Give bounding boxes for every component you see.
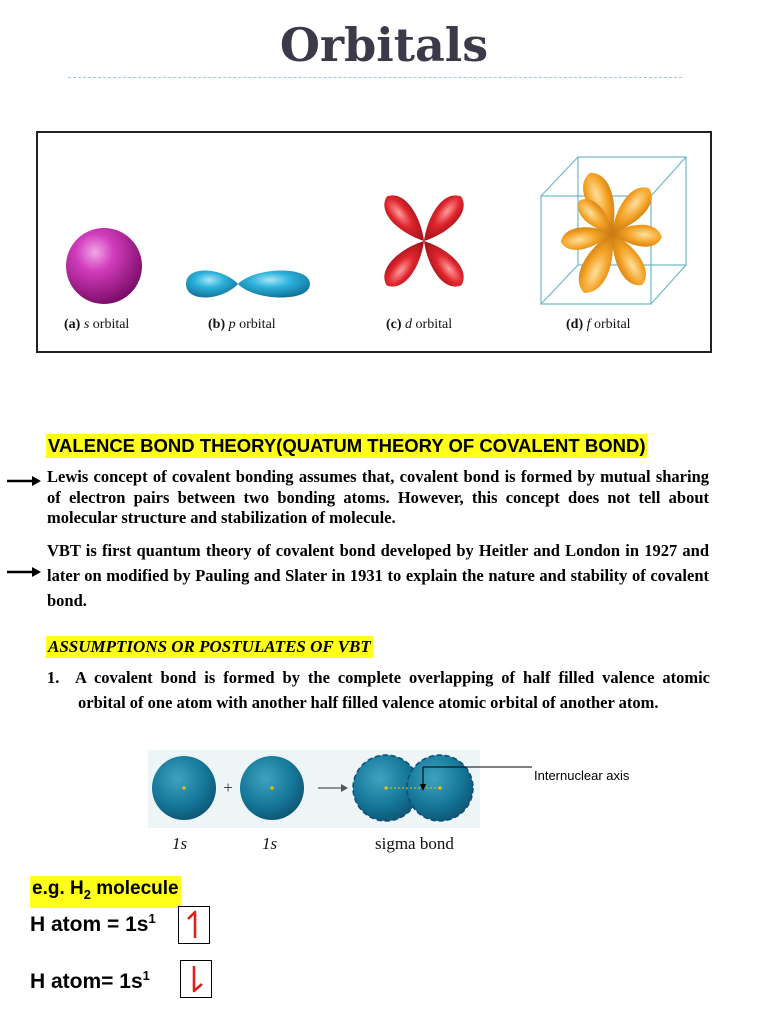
vbt-paragraph: VBT is first quantum theory of covalent bond developed by Heitler and London in 1927 and later on modified by Pauling and Slater in 1931 to explain the nature and stability of covalent bond. [47, 541, 709, 610]
sigma-label-bond: sigma bond [375, 834, 454, 853]
bullet-arrow-icon [6, 565, 42, 579]
list-number: 1. [47, 668, 60, 687]
example-heading: e.g. $H_2$ molecule [30, 876, 181, 908]
sigma-label-1s: 1s [262, 834, 278, 853]
s-orbital-label: (a) s orbital [64, 317, 130, 332]
f-orbital-label: (d) f orbital [566, 317, 631, 332]
f-orbital-shape [541, 157, 686, 304]
page-title: Orbitals [279, 18, 489, 72]
section-heading: VALENCE BOND THEORY(QUATUM THEORY OF COVALENT BOND) [48, 435, 646, 456]
assumptions-heading: ASSUMPTIONS OR POSTULATES OF VBT [48, 637, 371, 656]
spin-up-arrow-icon [179, 907, 209, 943]
annotation-leader-line [420, 764, 536, 794]
d-orbital-shape [377, 189, 470, 293]
orbital-box-spin-up [178, 906, 210, 944]
title-divider [68, 77, 682, 78]
d-orbital-label: (c) d orbital [386, 317, 453, 332]
h-atom-config-2: H atom= $1s^1$ [30, 968, 150, 993]
lewis-paragraph: Lewis concept of covalent bonding assumes that, covalent bond is formed by mutual sharing of electron pairs between two bonding atoms. However, this concept does not tell about molecular structure and stabilization of molecule. [47, 467, 709, 527]
p-orbital-shape [186, 270, 310, 297]
plus-sign: + [223, 778, 233, 797]
p-orbital-label: (b) p orbital [208, 317, 276, 332]
orbitals-figure [36, 131, 712, 353]
spin-down-arrow-icon [181, 961, 211, 997]
internuclear-axis-label: Internuclear axis [534, 768, 630, 783]
orbital-box-spin-down [180, 960, 212, 998]
h-atom-config-1: H atom = $1s^1$ [30, 911, 156, 936]
assumption-text: A covalent bond is formed by the complete overlapping of half filled valence atomic orbital of one atom with another half filled valence atomic orbital of another atom. [75, 668, 710, 712]
sigma-label-1s: 1s [172, 834, 188, 853]
bullet-arrow-icon [6, 474, 42, 488]
s-orbital-shape [66, 228, 142, 304]
